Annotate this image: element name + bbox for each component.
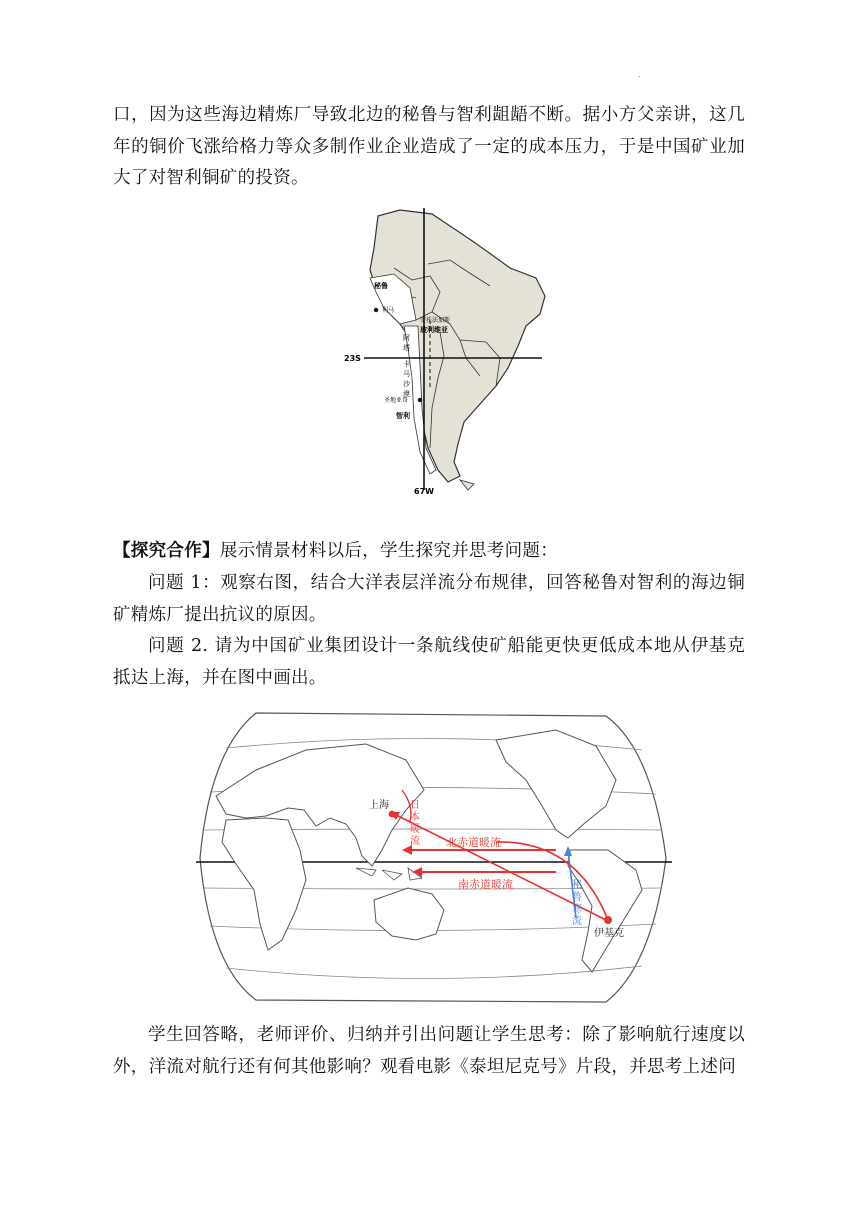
- label-kuroshio-1: 日: [410, 800, 420, 811]
- section-heading: 【探究合作】: [113, 541, 220, 561]
- label-south-equatorial: 南赤道暖流: [458, 878, 513, 891]
- label-peru-current-4: 流: [572, 916, 582, 927]
- label-bolivia: 玻利维亚: [420, 326, 448, 334]
- label-atacama-5: 沙: [403, 380, 410, 388]
- label-iquique: 伊基克: [594, 928, 624, 939]
- label-atacama-2: 塔: [403, 344, 410, 352]
- continent-land: [370, 210, 545, 482]
- label-23s: 23S: [344, 354, 361, 363]
- label-peru-current-1: 秘: [572, 880, 582, 891]
- label-santiago: 圣地亚哥: [384, 397, 409, 404]
- label-atacama-3: 卡: [403, 360, 410, 368]
- label-kuroshio-3: 暖: [410, 824, 420, 835]
- page-mark: .: [638, 70, 641, 79]
- label-peru: 秘鲁: [374, 282, 388, 290]
- label-lima: 利马: [382, 307, 395, 314]
- world-ocean-current-map: [196, 710, 672, 1006]
- question-1: 问题 1：观察右图，结合大洋表层洋流分布规律，回答秘鲁对智利的海边铜矿精炼厂提出抗议的原因。: [113, 573, 745, 625]
- label-atacama-6: 漠: [403, 390, 410, 398]
- label-peru-current-2: 鲁: [572, 892, 582, 903]
- label-north-equatorial: 北赤道暖流: [446, 836, 501, 849]
- label-atacama-4: 马: [403, 370, 410, 378]
- label-kuroshio-4: 流: [410, 836, 420, 847]
- paragraph-discussion: 学生回答略，老师评价、归纳并引出问题让学生思考：除了影响航行速度以外，洋流对航行还有何其他影响？观看电影《泰坦尼克号》片段，并思考上述问: [113, 1025, 745, 1077]
- label-67w: 67W: [414, 487, 434, 496]
- south-america-map: [340, 208, 550, 498]
- label-shanghai: 上海: [369, 800, 389, 811]
- question-2: 问题 2. 请为中国矿业集团设计一条航线使矿船能更快更低成本地从伊基克抵达上海，并在图中画出。: [113, 636, 745, 688]
- label-kuroshio-2: 本: [410, 812, 420, 823]
- label-peru-current-3: 寒: [572, 904, 582, 915]
- paragraph-explore: [113, 536, 745, 568]
- paragraph-intro: 口，因为这些海边精炼厂导致北边的秘鲁与智利龃龉不断。据小方父亲讲，这几年的铜价飞涨给格力等众多制作业企业造成了一定的成本压力，于是中国矿业加大了对智利铜矿的投资。: [113, 105, 745, 188]
- label-atacama-1: 阿: [403, 334, 410, 342]
- explore-text: 展示情景材料以后，学生探究并思考问题：: [219, 541, 559, 561]
- label-antofagasta: 安托法加斯: [420, 317, 451, 324]
- label-chile: 智利: [396, 412, 410, 420]
